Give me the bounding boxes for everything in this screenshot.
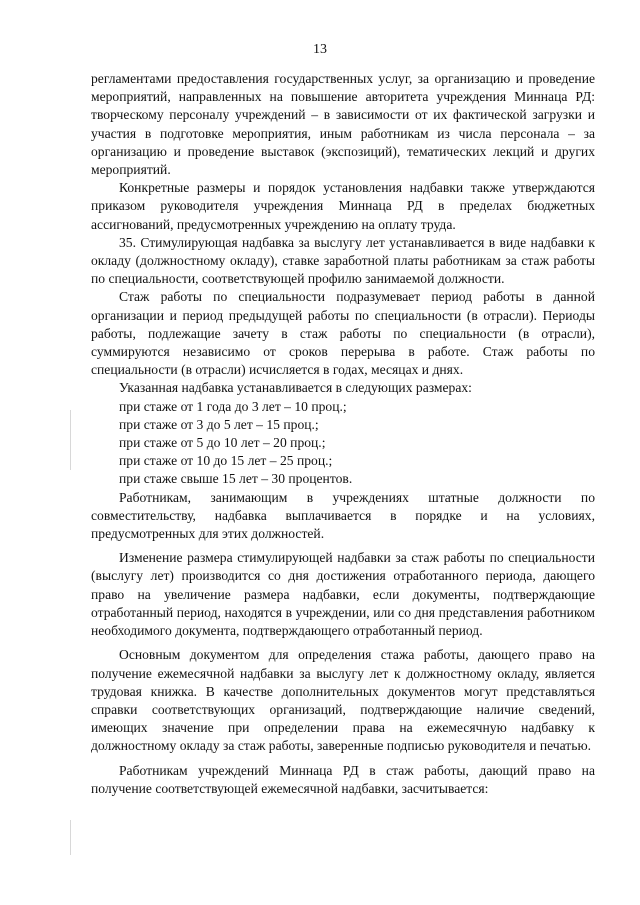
- paragraph-continuation: регламентами предоставления государственных услуг, за организацию и проведение мероприятий, направленных на повышение авторитета учреждения Миннаца РД: творческому персоналу учреждений – в зависимости от их фактической загрузки и участия в подготовке мероприятия, иным работникам из числа персонала – за организацию и проведение выставок (экспозиций), тематических лекций и других мероприятий.: [91, 71, 595, 178]
- paragraph-work-experience: Стаж работы по специальности подразумевает период работы в данной организации и период предыдущей работы по специальности (в отрасли). Периоды работы, подлежащие зачету в стаж работы по специальности (в отрасли), суммируются независимо от сроков перерыва в работе. Стаж работы по специальности (в отрасли) исчисляется в годах, месяцах и днях.: [91, 289, 595, 378]
- paragraph-item-35: 35. Стимулирующая надбавка за выслугу лет устанавливается в виде надбавки к окладу (должностному окладу), ставке заработной платы работникам за стаж работы по специальности, соответствующей профилю занимаемой должности.: [91, 234, 595, 287]
- document-body: [91, 70, 595, 798]
- page-number: 13: [313, 42, 327, 57]
- paragraph-main-document: Основным документом для определения стажа работы, дающего право на получение ежемесячной надбавки за выслугу лет к должностному окладу, является трудовая книжка. В качестве дополнительных документов могут представляться справки соответствующих организаций, подтверждающие наличие сведений, имеющих значение при определении права на ежемесячную надбавку к должностному окладу за стаж работы, заверенные подписью руководителя и печатью.: [91, 647, 595, 754]
- paragraph-counted-periods: Работникам учреждений Миннаца РД в стаж работы, дающий право на получение соответствующей ежемесячной надбавки, засчитывается:: [91, 762, 595, 796]
- scan-artifact-line: [70, 410, 71, 470]
- list-item: при стаже от 1 года до 3 лет – 10 проц.;: [119, 398, 347, 414]
- list-item: при стаже от 3 до 5 лет – 15 проц.;: [119, 416, 319, 432]
- paragraph-part-time: Работникам, занимающим в учреждениях штатные должности по совместительству, надбавка выплачивается в порядке и на условиях, предусмотренных для этих должностей.: [91, 489, 595, 542]
- paragraph-bonus-sizes-intro: Указанная надбавка устанавливается в следующих размерах:: [119, 380, 472, 396]
- bonus-sizes-list: [91, 398, 595, 489]
- paragraph-bonus-amounts: Конкретные размеры и порядок установления надбавки также утверждаются приказом руководителя учреждения Миннаца РД в пределах бюджетных ассигнований, предусмотренных учреждению на оплату труда.: [91, 180, 595, 232]
- paragraph-size-change: Изменение размера стимулирующей надбавки за стаж работы по специальности (выслугу лет) производится со дня достижения отработанного периода, дающего право на увеличение размера надбавки, если документы, подтверждающие отработанный период, находятся в учреждении, или со дня представления работником необходимого документа, подтверждающего отработанный период.: [91, 550, 595, 639]
- list-item: при стаже от 5 до 10 лет – 20 проц.;: [119, 435, 326, 451]
- list-item: при стаже от 10 до 15 лет – 25 проц.;: [119, 453, 333, 469]
- list-item: при стаже свыше 15 лет – 30 процентов.: [119, 471, 353, 487]
- scan-artifact-line: [70, 820, 71, 855]
